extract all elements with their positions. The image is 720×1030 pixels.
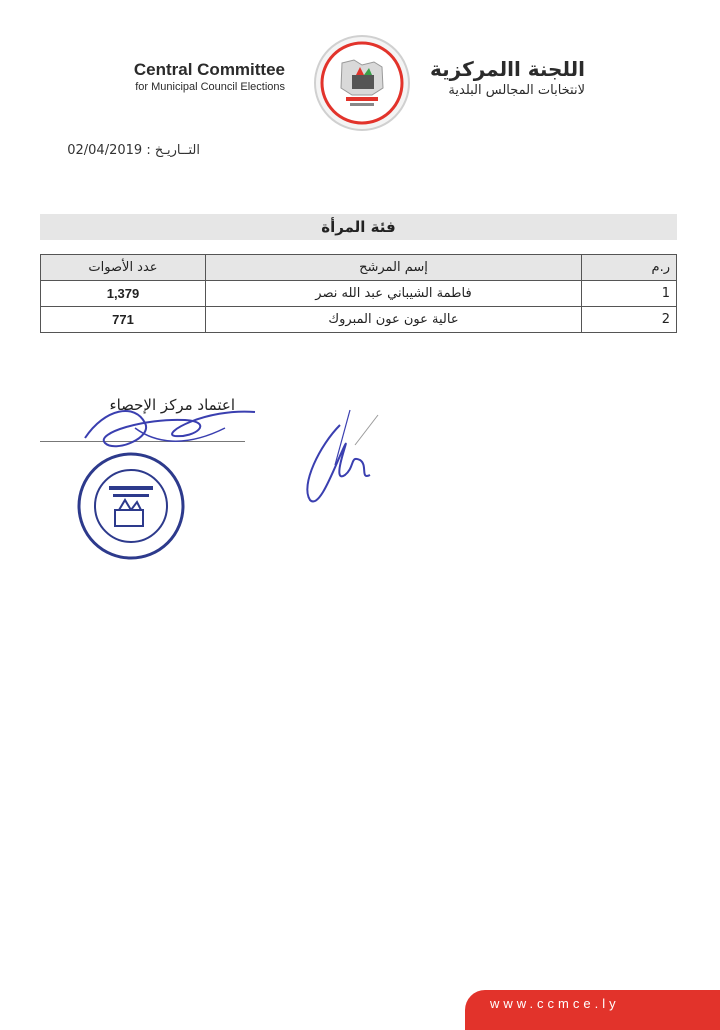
header-number: ر.م: [582, 255, 677, 281]
header-votes: عدد الأصوات: [41, 255, 206, 281]
table-row: [41, 307, 677, 333]
date-label: التــاريـخ :: [146, 143, 200, 158]
results-table: [40, 254, 677, 333]
signature-scribble: [75, 398, 260, 458]
candidate-name: فاطمة الشيباني عبد الله نصر: [206, 281, 582, 307]
date-value: 02/04/2019: [67, 143, 143, 158]
footer-url: www.ccmce.ly: [490, 996, 620, 1011]
arabic-title-line2: لانتخابات المجالس البلدية: [448, 83, 585, 98]
signature-scribble: [290, 405, 390, 515]
english-title: [110, 60, 285, 94]
table-header-row: [41, 255, 677, 281]
row-number: 2: [582, 307, 677, 333]
committee-logo: [312, 33, 412, 133]
table-row: [41, 281, 677, 307]
vote-count: 1,379: [41, 281, 206, 307]
vote-count: 771: [41, 307, 206, 333]
approval-label: اعتماد مركز الإحصاء: [109, 396, 235, 414]
category-title: فئة المرأة: [40, 214, 677, 240]
official-stamp: [75, 450, 187, 562]
arabic-title: [425, 56, 585, 99]
english-title-line1: Central Committee: [133, 60, 285, 79]
candidate-name: عالية عون عون المبروك: [206, 307, 582, 333]
arabic-title-line1: اللجنة االمركزية: [430, 57, 585, 81]
row-number: 1: [582, 281, 677, 307]
date-line: [30, 143, 200, 158]
header-candidate-name: إسم المرشح: [206, 255, 582, 281]
english-title-line2: for Municipal Council Elections: [135, 81, 285, 93]
